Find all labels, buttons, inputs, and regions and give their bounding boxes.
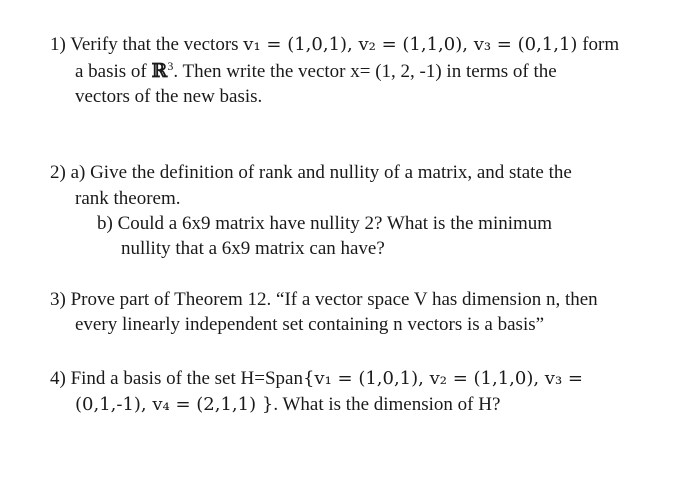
problem-1-line-3: vectors of the new basis.: [75, 86, 263, 107]
problem-2a-text: a) Give the definition of rank and nullity of a matrix, and state the: [65, 162, 572, 183]
problem-4-number: 4): [50, 368, 66, 389]
problem-1-basis-text: a basis of: [75, 61, 152, 82]
problem-3-line-1: [50, 288, 598, 312]
problem-2-line-2: rank theorem.: [75, 188, 181, 209]
problem-2b-line-2: nullity that a 6x9 matrix can have?: [121, 238, 385, 259]
problem-4-vectors-end: (0,1,-1), v₄ = (2,1,1) }: [75, 394, 274, 415]
problem-4-line-1: [50, 367, 583, 391]
problem-3-number: 3): [50, 289, 66, 310]
problem-1-line-1: [50, 33, 619, 57]
problem-1-text: Verify that the vectors: [65, 34, 244, 55]
real-space-exponent: 3: [167, 59, 174, 73]
problem-1-line-2: [75, 59, 557, 84]
problem-1-vector-x: . Then write the vector x= (1, 2, -1) in terms of the: [173, 61, 557, 82]
problem-3-line-2: every linearly independent set containing n vectors is a basis”: [75, 314, 545, 335]
problem-4-question: . What is the dimension of H?: [273, 394, 501, 415]
problem-3-text: Prove part of Theorem 12. “If a vector space V has dimension n, then: [65, 289, 598, 310]
problem-4-line-2: [75, 393, 500, 417]
problem-2-line-1: [50, 161, 572, 185]
problem-1-number: 1): [50, 34, 66, 55]
problem-4-vectors-start: {v₁ = (1,0,1), v₂ = (1,1,0), v₃ =: [302, 368, 583, 389]
problem-2-number: 2): [50, 162, 66, 183]
problem-2b-line-1: b) Could a 6x9 matrix have nullity 2? What is the minimum: [97, 213, 553, 234]
problem-1-tail: form: [577, 34, 620, 55]
problem-4-text: Find a basis of the set H=Span: [65, 368, 303, 389]
real-space-symbol: ℝ: [151, 60, 168, 82]
problem-1-vectors: v₁ = (1,0,1), v₂ = (1,1,0), v₃ = (0,1,1): [243, 34, 578, 55]
